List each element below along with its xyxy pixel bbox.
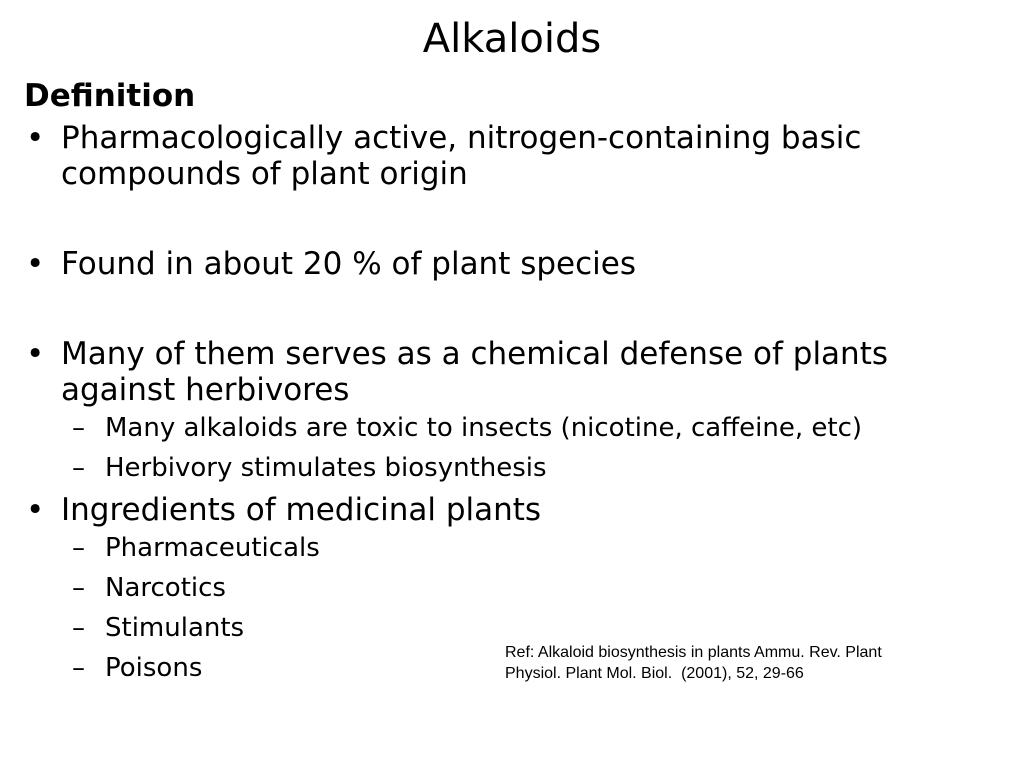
bullet-text: Ingredients of medicinal plants [61,492,542,528]
dash-icon: – [72,653,85,683]
sub-item-text: Herbivory stimulates biosynthesis [105,453,547,483]
bullet-icon: • [26,246,45,282]
dash-icon: – [72,453,85,483]
bullet-text: Found in about 20 % of plant species [61,246,636,282]
sub-item-text: Narcotics [105,573,226,603]
bullet-icon: • [26,492,45,528]
sub-item-text: Stimulants [105,613,245,643]
sub-item [24,528,1004,568]
bullet-icon: • [26,120,45,156]
section-heading: Definition [24,78,196,114]
bullet-item [24,336,1001,408]
sub-item-text: Many alkaloids are toxic to insects (nicotine, caffeine, etc) [105,413,863,443]
reference-line: Physiol. Plant Mol. Biol. (2001), 52, 29-66 [505,665,804,682]
sub-item [24,408,1004,448]
sub-item [24,448,1004,488]
bullet-item [24,246,1004,282]
sub-item [24,568,1004,608]
bullet-item [24,120,991,192]
sub-item-text: Poisons [105,653,203,683]
dash-icon: – [72,613,85,643]
dash-icon: – [72,413,85,443]
bullet-text: Pharmacologically active, nitrogen-containing basic compounds of plant origin [61,120,862,192]
bullet-item [24,492,1004,528]
slide-title: Alkaloids [422,16,602,62]
dash-icon: – [72,573,85,603]
reference-line: Ref: Alkaloid biosynthesis in plants Ammu. Rev. Plant [505,644,882,661]
slide-content [24,76,1004,688]
bullet-icon: • [26,336,45,372]
sub-item-text: Pharmaceuticals [105,533,320,563]
dash-icon: – [72,533,85,563]
bullet-text: Many of them serves as a chemical defense of plants against herbivores [61,336,889,408]
reference-note [505,642,985,684]
